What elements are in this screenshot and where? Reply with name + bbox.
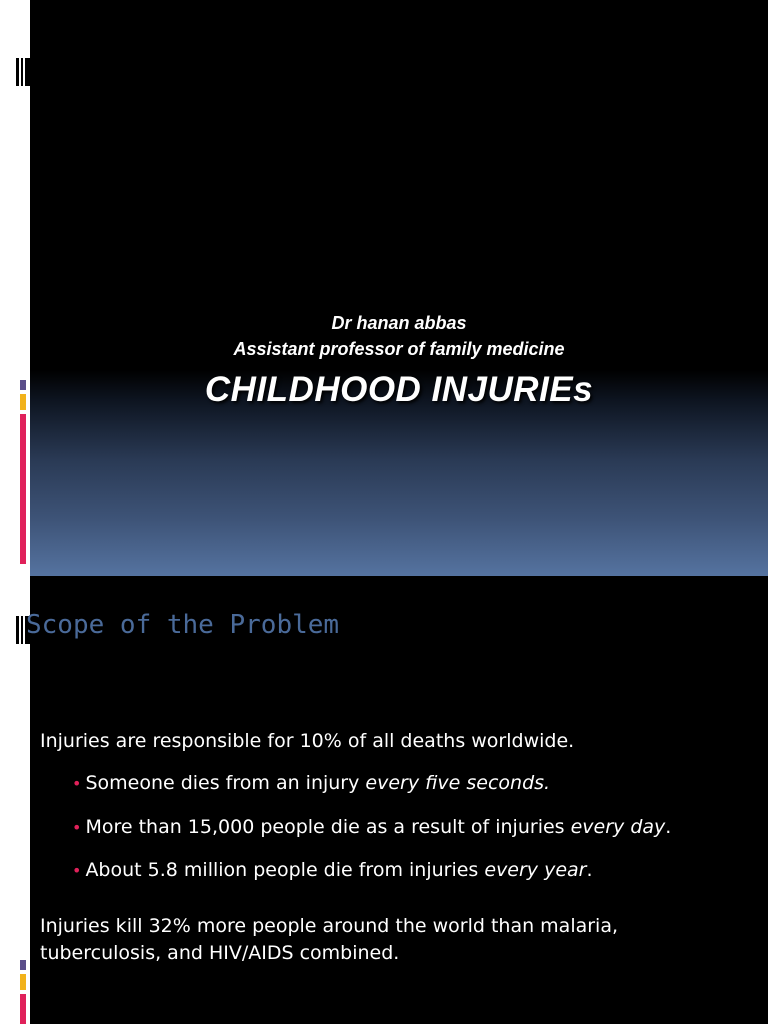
content-slide	[0, 576, 768, 1024]
statistic-line: Injuries are responsible for 10% of all deaths worldwide.	[40, 730, 575, 752]
bullet-item: • More than 15,000 people die as a result of injuries every day.	[72, 816, 672, 838]
author-name: Dr hanan abbas	[331, 313, 467, 333]
bullet-item: • About 5.8 million people die from injuries every year.	[72, 859, 593, 881]
bracket-marker-icon	[16, 58, 30, 86]
section-heading: Scope of the Problem	[26, 610, 340, 640]
bullet-dot-icon: •	[72, 774, 82, 793]
accent-stripes	[20, 960, 28, 1024]
accent-stripes	[20, 380, 28, 564]
slide-title: CHILDHOOD INJURIEs	[204, 370, 594, 409]
bullet-dot-icon: •	[72, 818, 82, 837]
bullet-dot-icon: •	[72, 861, 82, 880]
author-role: Assistant professor of family medicine	[233, 339, 565, 359]
bullet-item: • Someone dies from an injury every five seconds.	[72, 772, 551, 794]
statistic-line: Injuries kill 32% more people around the world than malaria, tuberculosis, and HIV/AIDS combined.	[40, 915, 619, 964]
